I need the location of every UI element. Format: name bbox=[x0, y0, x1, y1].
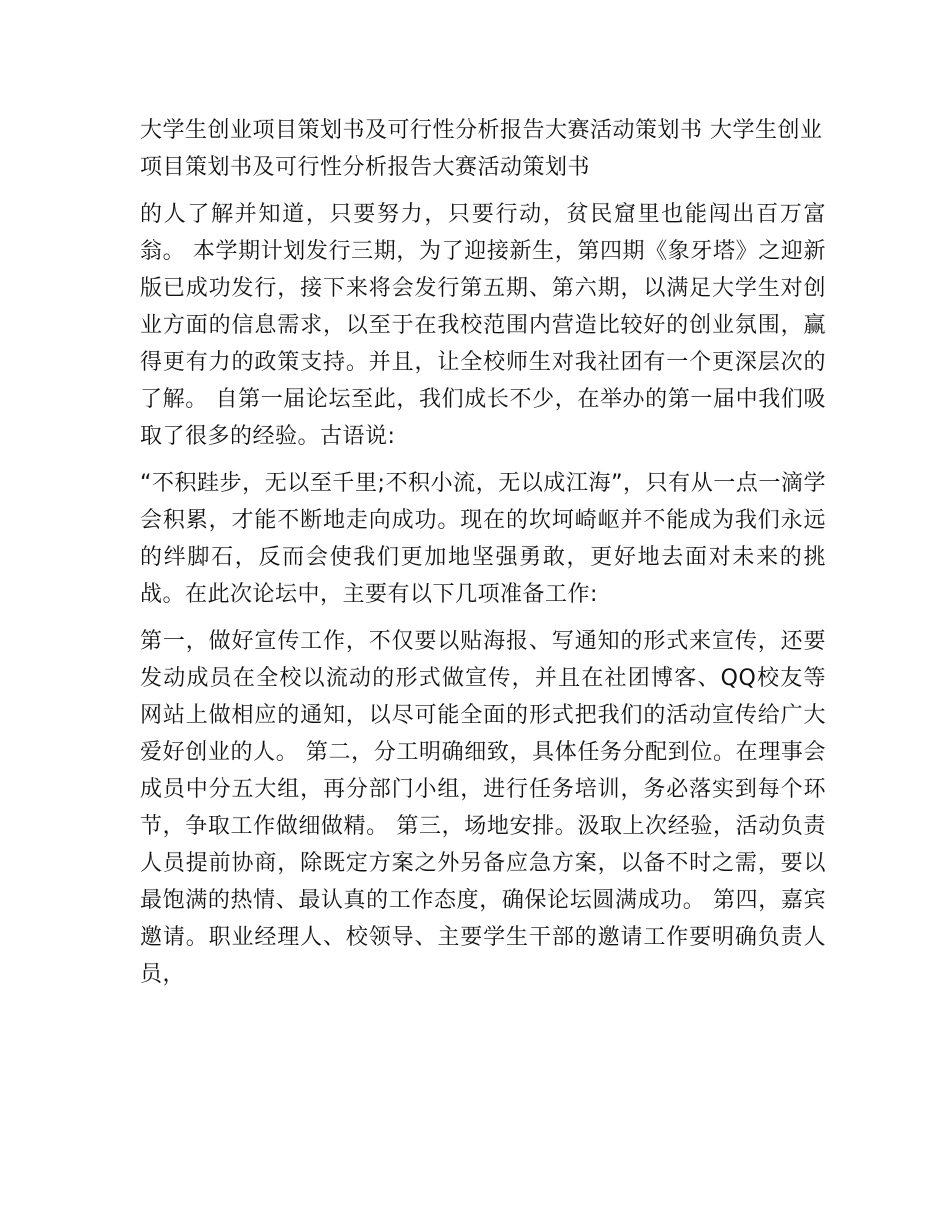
document-body bbox=[140, 112, 826, 1003]
paragraph-1: 的人了解并知道，只要努力，只要行动，贫民窟里也能闯出百万富翁。 本学期计划发行三期，为了迎接新生，第四期《象牙塔》之迎新版已成功发行，接下来将会发行第五期、第六期，以满足大学生对创业方面的信息需求，以至于在我校范围内营造比较好的创业氛围，赢得更有力的政策支持。并且，让全校师生对我社团有一个更深层次的了解。 自第一届论坛至此，我们成长不少，在举办的第一届中我们吸取了很多的经验。古语说: bbox=[140, 202, 826, 449]
paragraph-3: 第一，做好宣传工作，不仅要以贴海报、写通知的形式来宣传，还要发动成员在全校以流动的形式做宣传，并且在社团博客、QQ校友等网站上做相应的通知，以尽可能全面的形式把我们的活动宣传给广大爱好创业的人。 第二，分工明确细致，具体任务分配到位。在理事会成员中分五大组，再分部门小组，进行任务培训，务必落实到每个环节，争取工作做细做精。 第三，场地安排。汲取上次经验，活动负责人员提前协商，除既定方案之外另备应急方案，以备不时之需，要以最饱满的热情、最认真的工作态度，确保论坛圆满成功。 第四，嘉宾邀请。职业经理人、校领导、主要学生干部的邀请工作要明确负责人员， bbox=[140, 629, 826, 987]
paragraph-2: “不积跬步，无以至千里;不积小流，无以成江海”，只有从一点一滴学会积累，才能不断地走向成功。现在的坎坷崎岖并不能成为我们永远的绊脚石，反而会使我们更加地坚强勇敢，更好地去面对未来的挑战。在此次论坛中，主要有以下几项准备工作: bbox=[140, 471, 826, 607]
document-title: 大学生创业项目策划书及可行性分析报告大赛活动策划书 大学生创业项目策划书及可行性分析报告大赛活动策划书 bbox=[140, 118, 823, 180]
